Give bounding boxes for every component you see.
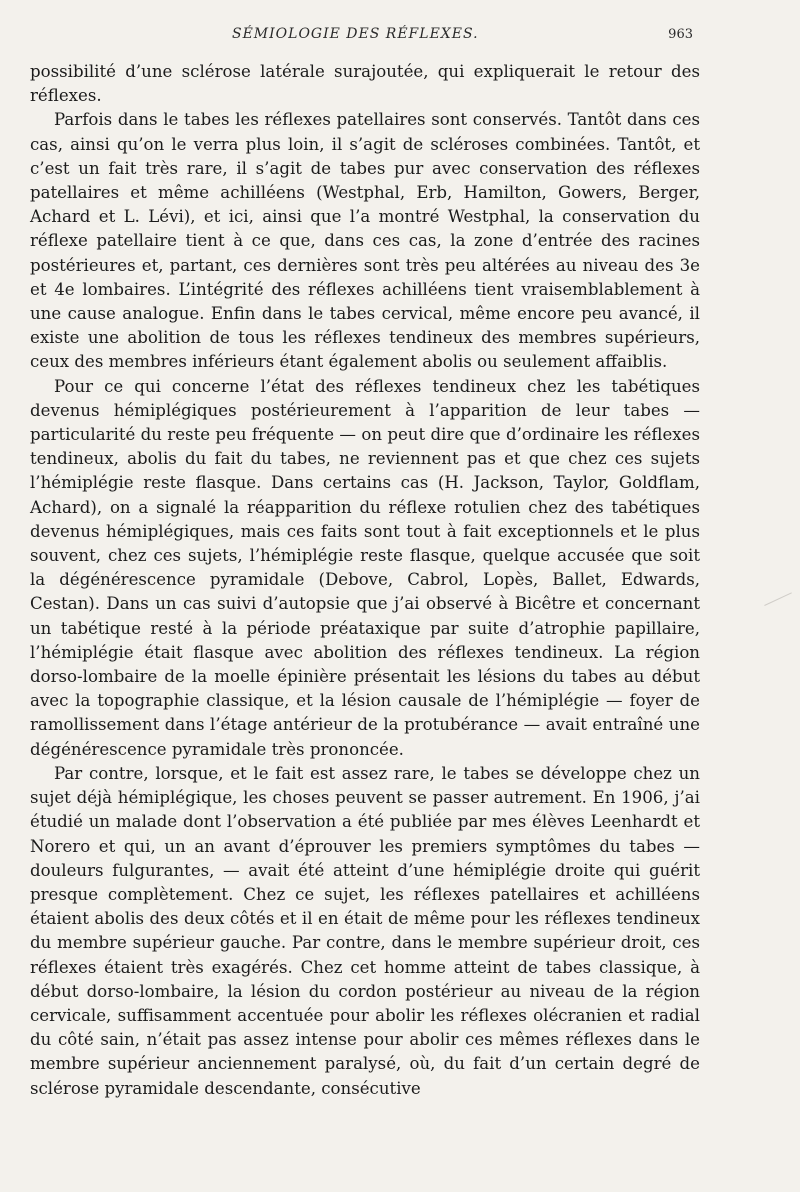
paragraph-continuation: possibilité d’une sclérose latérale surajoutée, qui expliquerait le retour des réflexes. <box>30 62 700 106</box>
paragraph-case-1906: Par contre, lorsque, et le fait est assez rare, le tabes se développe chez un sujet déjà hémiplégique, les choses peuvent se passer autrement. En 1906, j’ai étudié un malade dont l’observation a été publiée par mes élèves Leenhardt et Norero et qui, un an avant d’éprouver les premiers symptômes du tabes — douleurs fulgurantes, — avait été atteint d’une hémiplégie droite qui guérit presque complètement. Chez ce sujet, les réflexes patellaires et achilléens étaient abolis des deux côtés et il en était de même pour les réflexes tendineux du membre supérieur gauche. Par contre, dans le membre supérieur droit, ces réflexes étaient très exagérés. Chez cet homme atteint de tabes classique, à début dorso-lombaire, la lésion du cordon postérieur au niveau de la région cervicale, suffisamment accentuée pour abolir les réflexes olécranien et radial du côté sain, n’était pas assez intense pour abolir ces mêmes réflexes dans le membre supérieur anciennement paralysé, où, du fait d’un certain degré de sclérose pyramidale descendante, consécutive <box>30 763 700 1098</box>
margin-pencil-mark <box>764 592 798 618</box>
page-number: 963 <box>668 27 693 42</box>
paragraph-hemiplegic-tabetics: Pour ce qui concerne l’état des réflexes tendineux chez les tabétiques devenus hémiplégiques postérieurement à l’apparition de leur tabes — particularité du reste peu fréquente — on peut dire que d’ordinaire les réflexes tendineux, abolis du fait du tabes, ne reviennent pas et que chez ces sujets l’hémiplégie reste flasque. Dans certains cas (H. Jackson, Taylor, Goldflam, Achard), on a signalé la réapparition du réflexe rotulien chez des tabétiques devenus hémiplégiques, mais ces faits sont tout à fait exceptionnels et le plus souvent, chez ces sujets, l’hémiplégie reste flasque, quelque accusée que soit la dégénérescence pyramidale (Debove, Cabrol, Lopès, Ballet, Edwards, Cestan). Dans un cas suivi d’autopsie que j’ai observé à Bicêtre et concernant un tabétique resté à la période préataxique par suite d’atrophie papillaire, l’hémiplégie était flasque avec abolition des réflexes tendineux. La région dorso-lombaire de la moelle épinière présentait les lésions du tabes au début avec la topographie classique, et la lésion causale de l’hémiplégie — foyer de ramollissement dans l’étage antérieur de la protubérance — avait entraîné une dégénérescence pyramidale très prononcée. <box>30 376 700 759</box>
running-title: SÉMIOLOGIE DES RÉFLEXES. <box>232 26 479 42</box>
paragraph-reflexes-conserved: Parfois dans le tabes les réflexes patellaires sont conservés. Tantôt dans ces cas, ainsi qu’on le verra plus loin, il s’agit de scléroses combinées. Tantôt, et c’est un fait très rare, il s’agit de tabes pur avec conservation des réflexes patellaires et même achilléens (Westphal, Erb, Hamilton, Gowers, Berger, Achard et L. Lévi), et ici, ainsi que l’a montré Westphal, la conservation du réflexe patellaire tient à ce que, dans ces cas, la zone d’entrée des racines postérieures et, partant, ces dernières sont très peu altérées au niveau des 3e et 4e lombaires. L’intégrité des réflexes achilléens tient vraisemblablement à une cause analogue. Enfin dans le tabes cervical, même encore peu avancé, il existe une abolition de tous les réflexes tendineux des membres supérieurs, ceux des membres inférieurs étant également abolis ou seulement affaiblis. <box>30 110 700 372</box>
body-text <box>30 60 700 1101</box>
running-head <box>0 26 800 54</box>
